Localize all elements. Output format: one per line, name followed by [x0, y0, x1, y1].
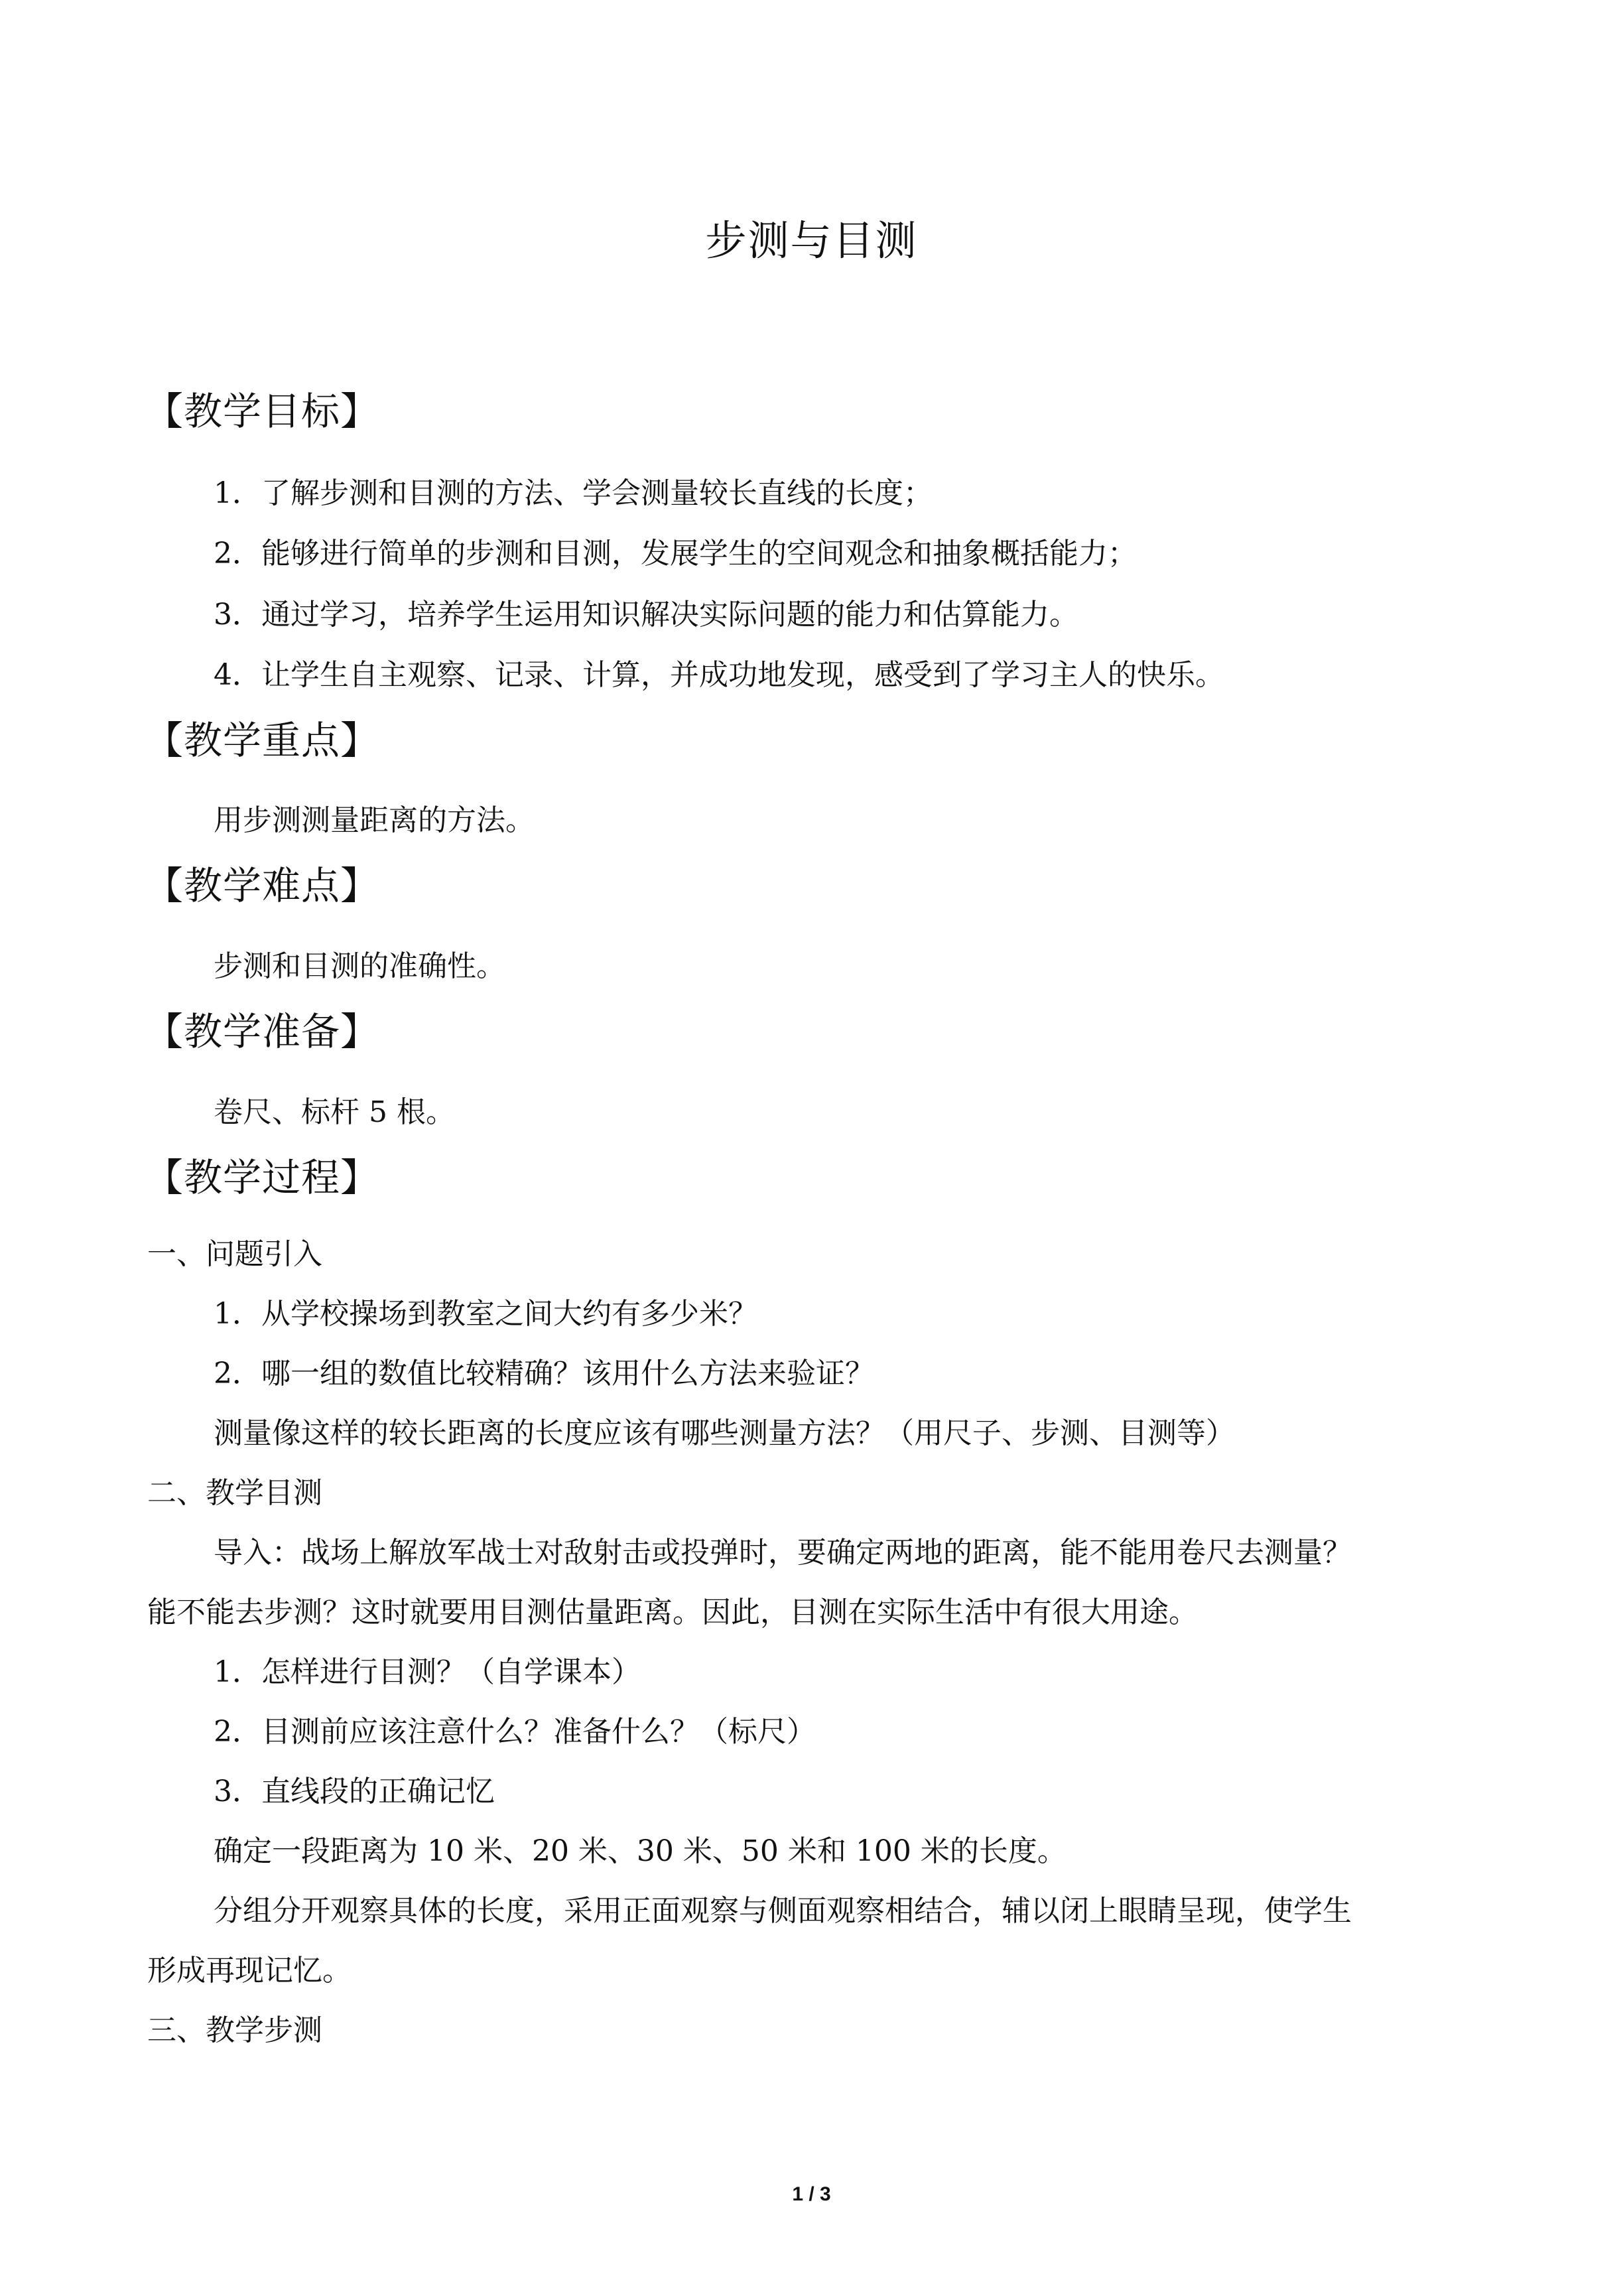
objective-item-4: 4．让学生自主观察、记录、计算，并成功地发现，感受到了学习主人的快乐。 [214, 658, 1224, 692]
process-part2-step3: 3．直线段的正确记忆 [214, 1775, 495, 1808]
heading-objectives: 【教学目标】 [145, 389, 380, 434]
process-part2-intro-line1: 导入：战场上解放军战士对敌射击或投弹时，要确定两地的距离，能不能用卷尺去测量？ [214, 1536, 1352, 1570]
process-part2-observe-line2: 形成再现记忆。 [147, 1954, 352, 1988]
process-part1-title: 一、问题引入 [147, 1237, 322, 1271]
document-title: 步测与目测 [705, 216, 918, 265]
page-number: 1 / 3 [792, 2183, 831, 2205]
objective-item-1: 1．了解步测和目测的方法、学会测量较长直线的长度； [214, 476, 933, 510]
key-points-text: 用步测测量距离的方法。 [214, 803, 535, 837]
heading-difficulties: 【教学难点】 [145, 863, 380, 908]
process-part1-q2: 2．哪一组的数值比较精确？该用什么方法来验证？ [214, 1357, 874, 1390]
process-part2-step2: 2．目测前应该注意什么？准备什么？（标尺） [214, 1715, 816, 1749]
preparation-text: 卷尺、标杆 5 根。 [214, 1095, 455, 1129]
objective-item-2: 2．能够进行简单的步测和目测，发展学生的空间观念和抽象概括能力； [214, 537, 1137, 571]
process-part2-step1: 1．怎样进行目测？（自学课本） [214, 1655, 641, 1689]
process-part1-note: 测量像这样的较长距离的长度应该有哪些测量方法？（用尺子、步测、目测等） [214, 1416, 1235, 1450]
objective-item-3: 3．通过学习，培养学生运用知识解决实际问题的能力和估算能力。 [214, 598, 1078, 632]
heading-preparation: 【教学准备】 [145, 1009, 380, 1054]
process-part1-q1: 1．从学校操场到教室之间大约有多少米？ [214, 1297, 757, 1331]
difficulties-text: 步测和目测的准确性。 [214, 949, 505, 983]
heading-key-points: 【教学重点】 [145, 718, 380, 763]
process-part2-observe-line1: 分组分开观察具体的长度，采用正面观察与侧面观察相结合，辅以闭上眼睛呈现，使学生 [214, 1894, 1352, 1928]
process-part2-distances: 确定一段距离为 10 米、20 米、30 米、50 米和 100 米的长度。 [214, 1834, 1067, 1868]
process-part2-intro-line2: 能不能去步测？这时就要用目测估量距离。因此，目测在实际生活中有很大用途。 [147, 1595, 1198, 1629]
heading-process: 【教学过程】 [145, 1155, 380, 1200]
process-part3-title: 三、教学步测 [147, 2013, 322, 2047]
process-part2-title: 二、教学目测 [147, 1476, 322, 1510]
